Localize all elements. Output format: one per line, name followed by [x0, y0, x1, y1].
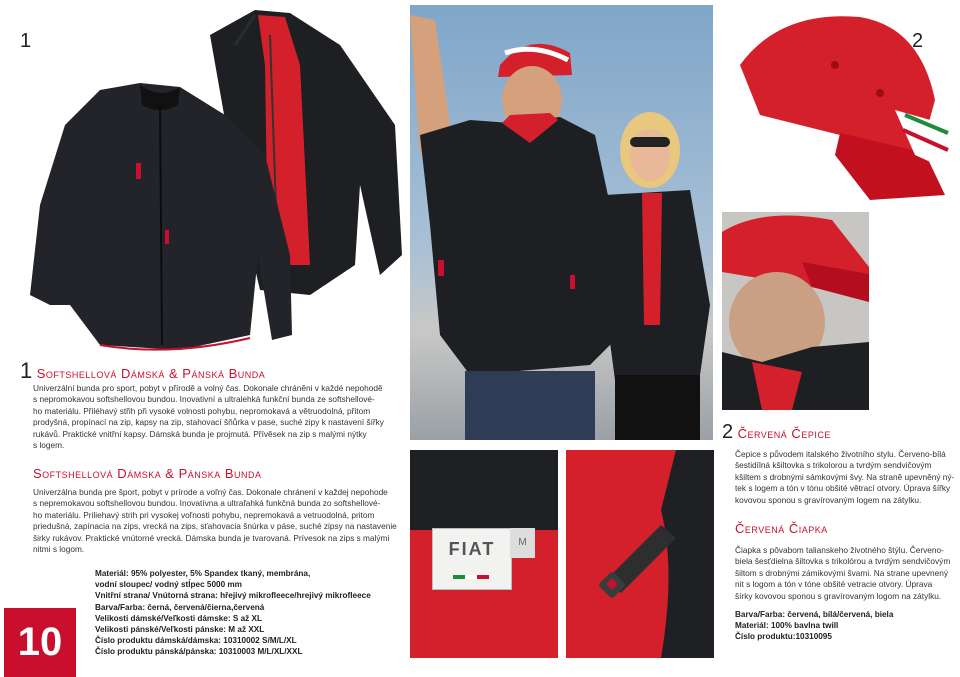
sk-line: biela šesťdielna šiltovka s trikolórou a tvrdým sendvičovým [735, 556, 951, 567]
sk-line: šiltom s drobnými zámikovými švami. Na strane upevnený [735, 567, 949, 578]
section1-specs [95, 568, 405, 658]
section2-sk-title: Červená Čiapka [735, 521, 828, 536]
section2-cz-text [735, 449, 957, 506]
spec-line: Číslo produktu dámská/dámska: 10310002 S/M/L/XL [95, 636, 297, 646]
section2-number: 2 [722, 421, 734, 443]
section1-sk-title: Softshellová Dámska & Pánska Bunda [33, 466, 262, 481]
cz-line: ho materiálu. Přiléhavý střih při vysoké volnosti pohybu, nepromokavá a větruodolná, přitom [33, 405, 371, 416]
spec-line: Číslo produktu:10310095 [735, 632, 832, 642]
spec-line: Číslo produktu pánská/pánska: 10310003 M/L/XL/XXL [95, 647, 303, 657]
zipper-detail-photo [566, 450, 714, 658]
section1-heading [20, 358, 405, 384]
sk-line: Čiapka s pôvabom talianskeho životného štýlu. Červeno- [735, 545, 944, 555]
cz-line: šestidílná kšiltovka s trikolorou a tvrdým sendvičovým [735, 460, 932, 471]
page-number-left: 1 [20, 30, 32, 52]
cz-line: kšiltem s drobnými sámkovými švy. Na straně upevněný ný- [735, 471, 955, 482]
sk-line: priedušná, zapínacia na zips, vrecká na zips, sťahovacia šnúrka v páse, suché zipsy na nastavenie [33, 521, 397, 532]
cz-line: kovovou sponou s gravírovaným logem na zátylku. [735, 494, 922, 505]
cz-line: Čepice s původem italského životního stylu. Červeno-bílá [735, 449, 946, 459]
cap-model-photo [722, 212, 869, 410]
section1-cz-text [33, 383, 405, 451]
cz-line: tek s logem a tón v tónu obšité větrací otvory. Úprava šířky [735, 483, 951, 494]
cz-line: Univerzální bunda pro sport, pobyt v přírodě a volný čas. Dokonale chráněni v každé nepohodě [33, 383, 383, 393]
section1-title: Softshellová Dámská & Pánská Bunda [36, 366, 266, 381]
label-brand-text: FIAT [448, 539, 496, 559]
jackets-photo [10, 5, 405, 355]
spec-line: Materiál: 95% polyester, 5% Spandex tkaný, membrána, [95, 569, 311, 578]
sk-line: Univerzálna bunda pre šport, pobyt v prírode a voľný čas. Dokonale chránení v každej nepohode [33, 487, 388, 497]
section1-sk-text [33, 487, 405, 555]
sk-line: nit s logom a tón v tóne obšité vetracie otvory. Úprava [735, 579, 933, 590]
spec-line: Velikosti pánské/Veľkosti pánske: M až XXL [95, 625, 265, 635]
spec-line: Materiál: 100% bavlna twill [735, 621, 839, 631]
sk-line: šírky kovovou sponou s gravírovaným logom na zátylku. [735, 590, 942, 601]
spec-line: Vnitřní strana/ Vnútorná strana: hřejivý mikrofleece/hrejivý mikrofleece [95, 591, 371, 601]
label-detail-photo [410, 450, 558, 658]
spec-line: Barva/Farba: červená, bílá/červená, biela [735, 610, 894, 619]
sk-line: ho materiálu. Priliehavý strih pri vysokej voľnosti pohybu, nepremokavá a vetruodolná, pritom [33, 509, 375, 520]
section2-heading [722, 421, 957, 444]
section2-title: Červená Čepice [737, 426, 831, 441]
sk-line: nitmi s logom. [33, 544, 85, 555]
sk-line: širky rukávov. Praktické vnútorné vrecká. Dámska bunda je tvarovaná. Prívesok na zips s malými [33, 532, 390, 543]
cz-line: s nepromokavou softshellovou bundou. Inovativní a ultralehká funkční bunda ze softshellové- [33, 394, 375, 405]
cz-line: s logem. [33, 440, 65, 451]
size-label: M [510, 528, 535, 558]
catalog-page-number: 10 [4, 608, 76, 677]
spec-line: Barva/Farba: černá, červená/čierna,červená [95, 602, 265, 612]
models-photo [410, 5, 713, 440]
sk-line: s nepremokavou softshellovou bundou. Inovatívna a ultraľahká funkčná bunda zo softshellové- [33, 498, 381, 509]
section2-specs [735, 609, 957, 643]
page-number-right: 2 [912, 30, 924, 52]
section2-sk-text [735, 545, 957, 602]
cz-line: prodyšná, propínací na zip, kapsy na zip, stahovací šňůrka v pase, suché zipy k nastavení šířky [33, 417, 384, 428]
spec-line: Velikosti dámské/Veľkosti dámske: S až XL [95, 613, 262, 623]
section1-number: 1 [20, 358, 33, 383]
cz-line: rukávů. Praktické vnitřní kapsy. Dámská bunda je projmutá. Přívěsek na zip s malými nýtky [33, 428, 367, 439]
brand-label [432, 528, 512, 590]
cap-photo [720, 5, 950, 205]
spec-line: vodní sloupec/ vodný stĺpec 5000 mm [95, 580, 242, 590]
